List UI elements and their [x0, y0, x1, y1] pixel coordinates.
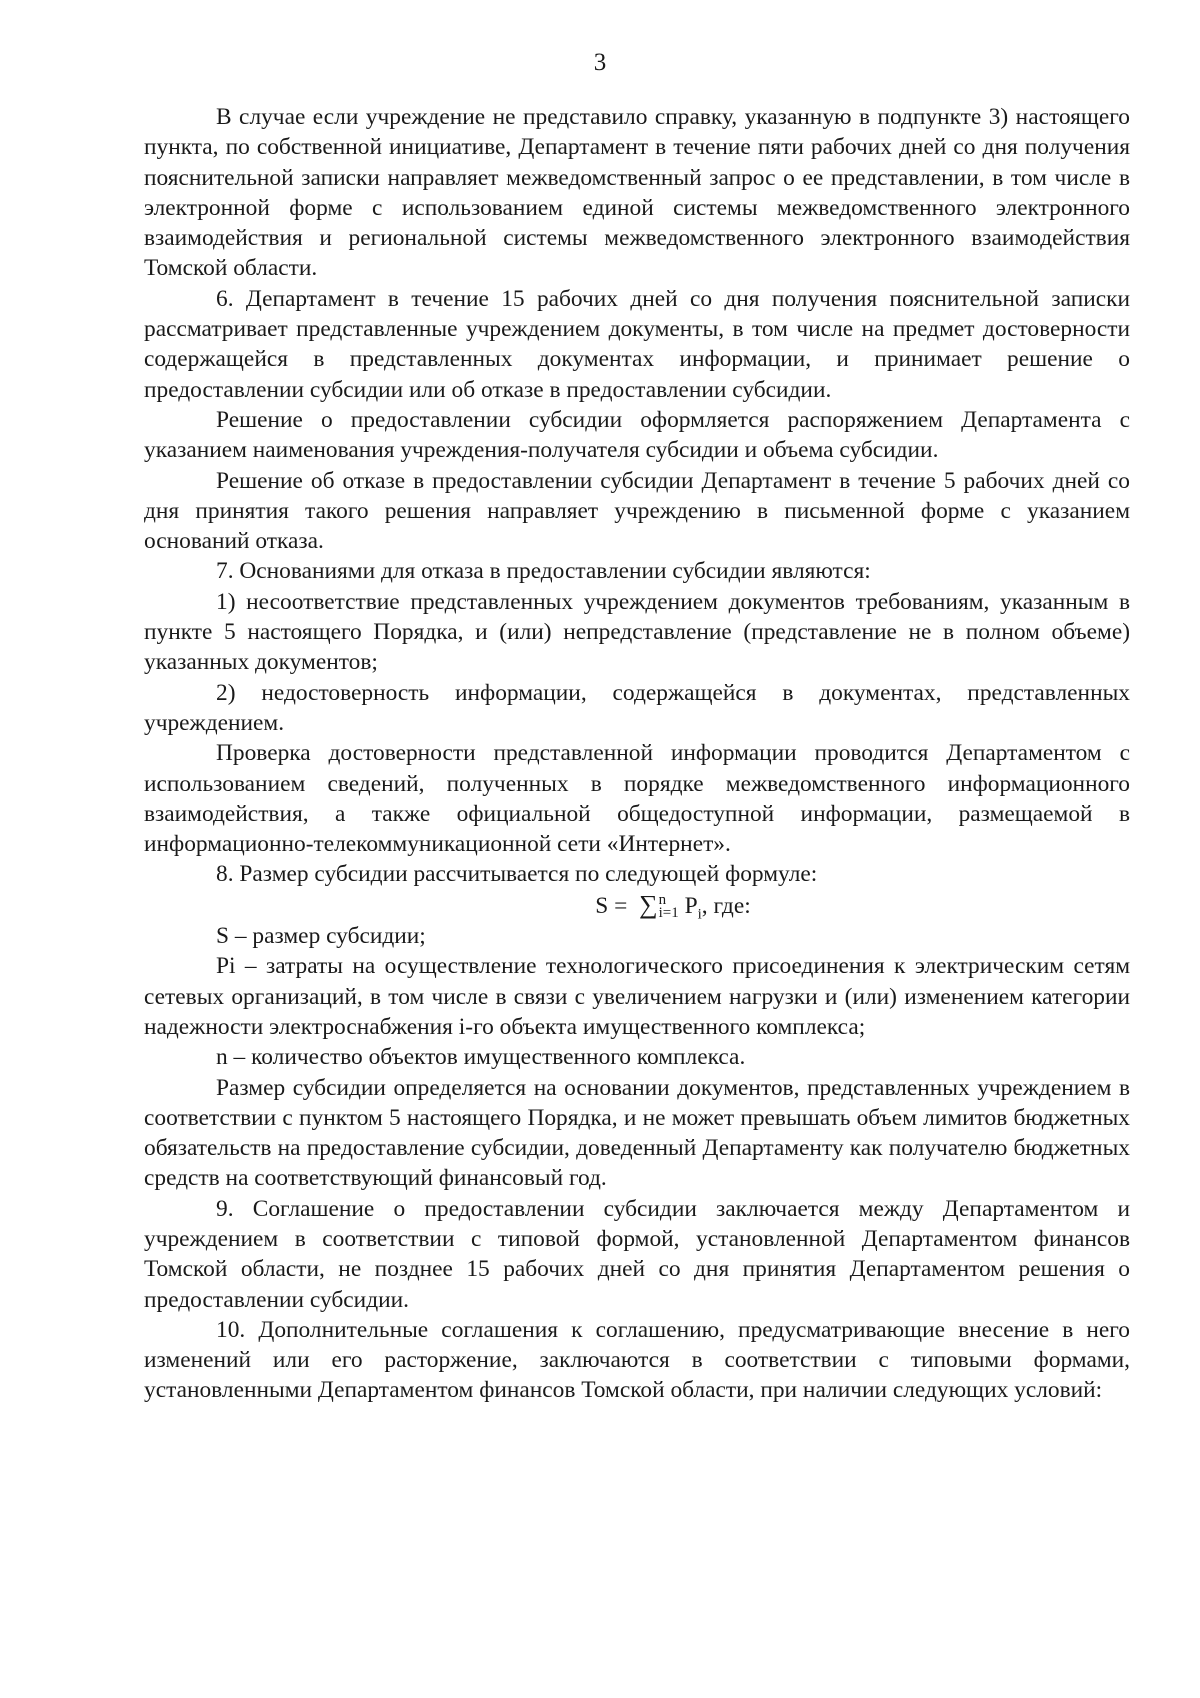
paragraph-item-7-1: 1) несоответствие представленных учреждением документов требованиям, указанным в пункте 5 настоящего Порядка, и (или) непредставление (представление не в полном объеме) указанных документов; [144, 588, 1130, 676]
formula-suffix: , где: [701, 892, 751, 919]
subsidy-formula [144, 890, 1130, 921]
sum-limits [659, 894, 679, 920]
sum-upper-limit: n [658, 892, 667, 909]
definition-n: n – количество объектов имущественного комплекса. [216, 1044, 746, 1071]
formula-term: P [684, 892, 698, 919]
sum-symbol: ∑ [639, 889, 658, 919]
document-body [144, 102, 1130, 1406]
definition-pi: Pi – затраты на осуществление технологического присоединения к электрическим сетям сетевых организаций, в том числе в связи с увеличением нагрузки и (или) изменением категории надежности электроснабжения i-го объекта имущественного комплекса; [144, 953, 1130, 1040]
paragraph-item-6: 6. Департамент в течение 15 рабочих дней со дня получения пояснительной записки рассматривает представленные учреждением документы, в том числе на предмет достоверности содержащейся в представленных документах информации, и принимает решение о предоставлении субсидии или об отказе в предоставлении субсидии. [144, 285, 1130, 403]
paragraph-item-8: 8. Размер субсидии рассчитывается по следующей формуле: [216, 861, 818, 888]
formula-term-subscript: i [697, 906, 702, 923]
paragraph-item-7: 7. Основаниями для отказа в предоставлении субсидии являются: [216, 558, 871, 585]
paragraph-verification: Проверка достоверности представленной информации проводится Департаментом с использованием сведений, полученных в порядке межведомственного информационного взаимодействия, а также официальной общедоступной информации, размещаемой в информационно-телекоммуникационной сети «Интернет». [144, 740, 1130, 858]
definition-s: S – размер субсидии; [216, 923, 426, 950]
paragraph-subsidy-limit: Размер субсидии определяется на основании документов, представленных учреждением в соответствии с пунктом 5 настоящего Порядка, и не может превышать объем лимитов бюджетных обязательств на предоставление субсидии, доведенный Департаменту как получателю бюджетных средств на соответствующий финансовый год. [144, 1074, 1130, 1192]
formula-lhs: S = [595, 892, 628, 919]
paragraph-item-10: 10. Дополнительные соглашения к соглашению, предусматривающие внесение в него изменений или его расторжение, заключаются в соответствии с типовыми формами, установленными Департаментом финансов Томской области, при наличии следующих условий: [144, 1316, 1130, 1404]
paragraph-item-9: 9. Соглашение о предоставлении субсидии заключается между Департаментом и учреждением в соответствии с типовой формой, установленной Департаментом финансов Томской области, не позднее 15 рабочих дней со дня принятия Департаментом решения о предоставлении субсидии. [144, 1195, 1130, 1313]
paragraph-decision-refusal: Решение об отказе в предоставлении субсидии Департамент в течение 5 рабочих дней со дня принятия такого решения направляет учреждению в письменной форме с указанием оснований отказа. [144, 467, 1130, 555]
paragraph-item-7-2: 2) недостоверность информации, содержащейся в документах, представленных учреждением. [144, 679, 1130, 736]
paragraph-interagency-request: В случае если учреждение не представило справку, указанную в подпункте 3) настоящего пункта, по собственной инициативе, Департамент в течение пяти рабочих дней со дня получения пояснительной записки направляет межведомственный запрос о ее представлении, в том числе в электронной форме с использованием единой системы межведомственного электронного взаимодействия и региональной системы межведомственного электронного взаимодействия Томской области. [144, 104, 1130, 282]
paragraph-decision-grant: Решение о предоставлении субсидии оформляется распоряжением Департамента с указанием наименования учреждения-получателя субсидии и объема субсидии. [144, 406, 1130, 464]
sum-lower-limit: i=1 [658, 905, 679, 922]
page-number: 3 [593, 49, 607, 76]
